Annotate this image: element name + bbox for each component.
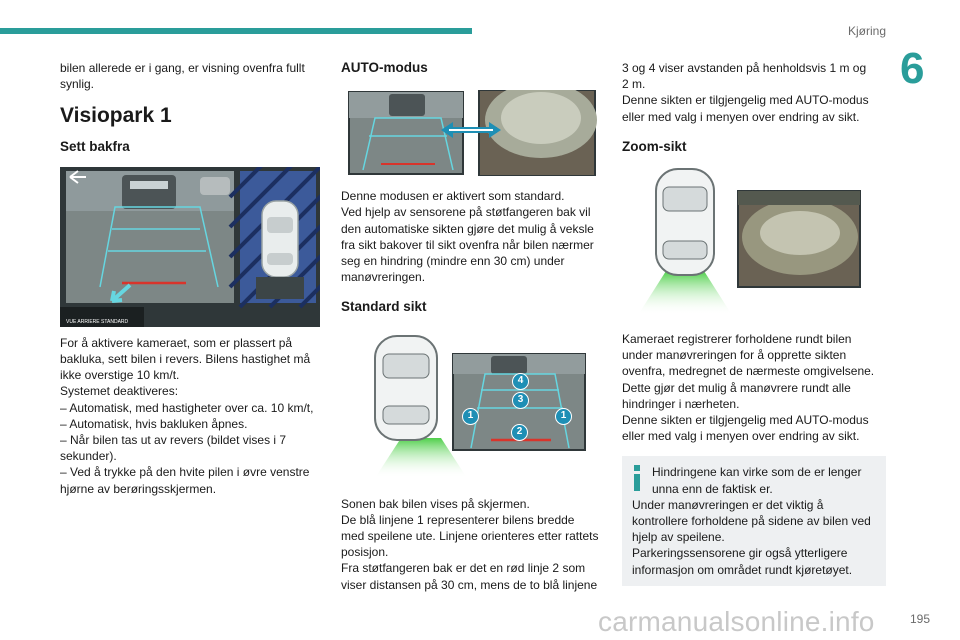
zoom-view-text: Kameraet registrerer forholdene rundt bilen under manøvreringen for å opprette sikten ovenfra, medregnet de nærmeste omgivelsene. Dette gjør det mulig å manøvrere rundt alle hindringer i nærheten. Denne sikten er tilgjengelig med AUTO-modus eller med valg i menyen over endring av sikt. <box>622 332 875 444</box>
chapter-number: 6 <box>900 44 925 93</box>
standard-view-illustration <box>341 328 603 482</box>
marker-2: 2 <box>511 424 528 441</box>
heading-standard-view: Standard sikt <box>341 299 427 315</box>
info-note-rest: Under manøvreringen er det viktig å kontrollere forholdene på sidene av bilen ved hjelp av speilene. Parkeringssensorene gir også ytterligere informasjon om området rundt kjøretøyet. <box>632 497 871 577</box>
standard-view-text: Sonen bak bilen vises på skjermen. De blå linjene 1 representerer bilens bredde med speilene ute. Linjene orienteres etter rattets posisjon. Fra støtfangeren bak er det en rød linje 2 som viser distansen på 30 cm, mens de to blå linjene <box>341 496 599 592</box>
header-accent-bar <box>0 28 472 34</box>
marker-1-left: 1 <box>462 408 479 425</box>
info-box <box>622 456 886 585</box>
standard-view-figure <box>341 328 603 482</box>
section-name: Kjøring <box>847 24 886 38</box>
heading-zoom-view: Zoom-sikt <box>622 138 687 154</box>
auto-mode-illustration <box>341 90 603 176</box>
marker-1-right: 1 <box>555 408 572 425</box>
auto-mode-text: Denne modusen er aktivert som standard. Ved hjelp av sensorene på støtfangeren bak vil den automatiske sikten gjøre det mulig å veksle fra sikt bakover til sikt ovenfra når bilen nærmer seg en hindring (mindre enn 30 cm) under manøvreringen. <box>341 189 594 285</box>
column-right <box>622 60 886 586</box>
page-title: Visiopark 1 <box>60 104 172 128</box>
rear-view-screen-illustration <box>60 167 320 327</box>
info-note-first: Hindringene kan virke som de er lenger unna enn de faktisk er. <box>652 465 862 496</box>
intro-text: bilen allerede er i gang, er visning ovenfra fullt synlig. <box>60 61 305 92</box>
subheading-rear-view: Sett bakfra <box>60 138 130 154</box>
zoom-view-figure <box>622 167 886 319</box>
heading-auto-mode: AUTO-modus <box>341 60 428 75</box>
page-number: 195 <box>909 612 930 626</box>
watermark: carmanualsonline.info <box>598 606 875 637</box>
activation-text: For å aktivere kameraet, som er plassert på bakluka, sett bilen i revers. Bilens hastighet må ikke overstige 10 km/t. Systemet deaktiveres: – Automatisk, med hastigheter over ca. 10 km/t, – Automatisk, hvis bakluken åpnes. – Når bilen tas ut av revers (bildet vises i 7 sekunder). – Ved å trykke på den hvite pilen i øvre venstre hjørne av berøringsskjermen. <box>60 335 314 496</box>
auto-mode-figure <box>341 90 603 176</box>
screen-label: VUE ARRIERE STANDARD <box>66 318 129 325</box>
marker-4: 4 <box>512 373 529 390</box>
column-left <box>60 60 322 497</box>
column-middle <box>341 60 603 593</box>
info-icon <box>630 465 644 491</box>
marker-3: 3 <box>512 392 529 409</box>
distance-text: 3 og 4 viser avstanden på henholdsvis 1 m og 2 m. Denne sikten er tilgjengelig med AUTO-modus eller med valg i menyen over endring av sikt. <box>622 61 869 124</box>
rear-view-screen-figure <box>60 167 320 327</box>
zoom-view-illustration <box>622 167 886 319</box>
